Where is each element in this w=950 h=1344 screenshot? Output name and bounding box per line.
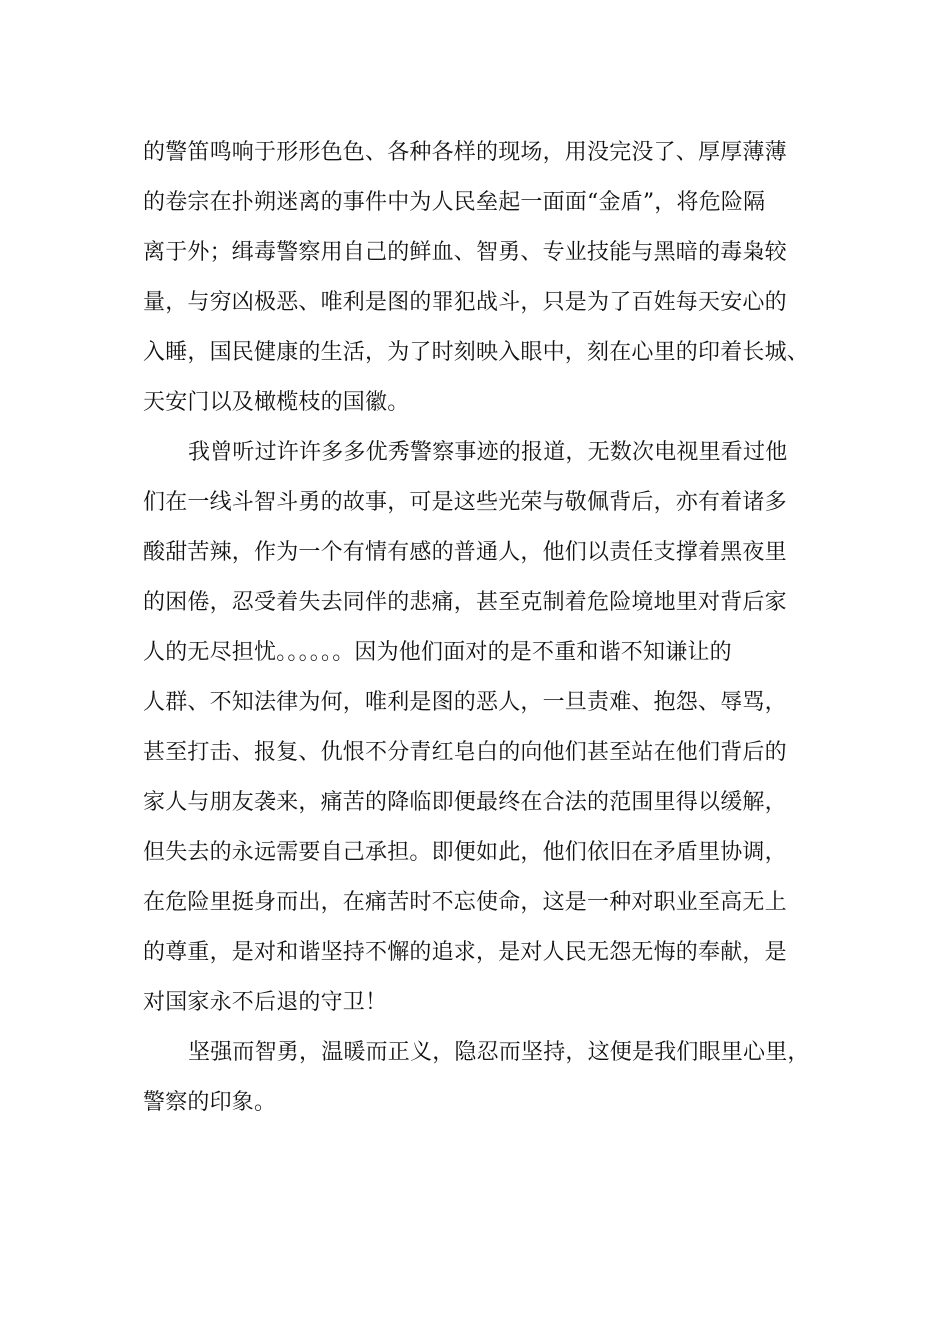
text-line: 量，与穷凶极恶、唯利是图的罪犯战斗，只是为了百姓每天安心的	[143, 290, 787, 315]
text-line: 家人与朋友袭来，痛苦的降临即便最终在合法的范围里得以缓解，	[143, 790, 787, 815]
text-line: 的尊重，是对和谐坚持不懈的追求，是对人民无怨无悔的奉献，是	[143, 940, 787, 965]
text-line: 警察的印象。	[143, 1090, 277, 1115]
paragraph-start-line: 我曾听过许许多多优秀警察事迹的报道，无数次电视里看过他	[188, 440, 788, 465]
text-line: 离于外；缉毒警察用自己的鲜血、智勇、专业技能与黑暗的毒枭较	[143, 240, 787, 265]
text-line: 的卷宗在扑朔迷离的事件中为人民垒起一面面“金盾”，将危险隔	[143, 190, 766, 215]
body-text	[143, 128, 843, 1128]
paragraph-start-line: 坚强而智勇，温暖而正义，隐忍而坚持，这便是我们眼里心里，	[188, 1040, 810, 1065]
text-line: 但失去的永远需要自己承担。即便如此，他们依旧在矛盾里协调，	[143, 840, 787, 865]
text-line: 对国家永不后退的守卫！	[143, 990, 388, 1015]
text-line: 天安门以及橄榄枝的国徽。	[143, 390, 410, 415]
text-line: 甚至打击、报复、仇恨不分青红皂白的向他们甚至站在他们背后的	[143, 740, 787, 765]
text-line: 的警笛鸣响于形形色色、各种各样的现场，用没完没了、厚厚薄薄	[143, 140, 787, 165]
text-line: 在危险里挺身而出，在痛苦时不忘使命，这是一种对职业至高无上	[143, 890, 787, 915]
text-line: 入睡，国民健康的生活，为了时刻映入眼中，刻在心里的印着长城、	[143, 340, 810, 365]
text-line: 的困倦，忍受着失去同伴的悲痛，甚至克制着危险境地里对背后家	[143, 590, 787, 615]
text-line: 们在一线斗智斗勇的故事，可是这些光荣与敬佩背后，亦有着诸多	[143, 490, 787, 515]
text-line: 酸甜苦辣，作为一个有情有感的普通人，他们以责任支撑着黑夜里	[143, 540, 787, 565]
text-line: 人群、不知法律为何，唯利是图的恶人，一旦责难、抱怨、辱骂，	[143, 690, 787, 715]
text-line: 人的无尽担忧。。。。。。因为他们面对的是不重和谐不知谦让的	[143, 640, 732, 665]
